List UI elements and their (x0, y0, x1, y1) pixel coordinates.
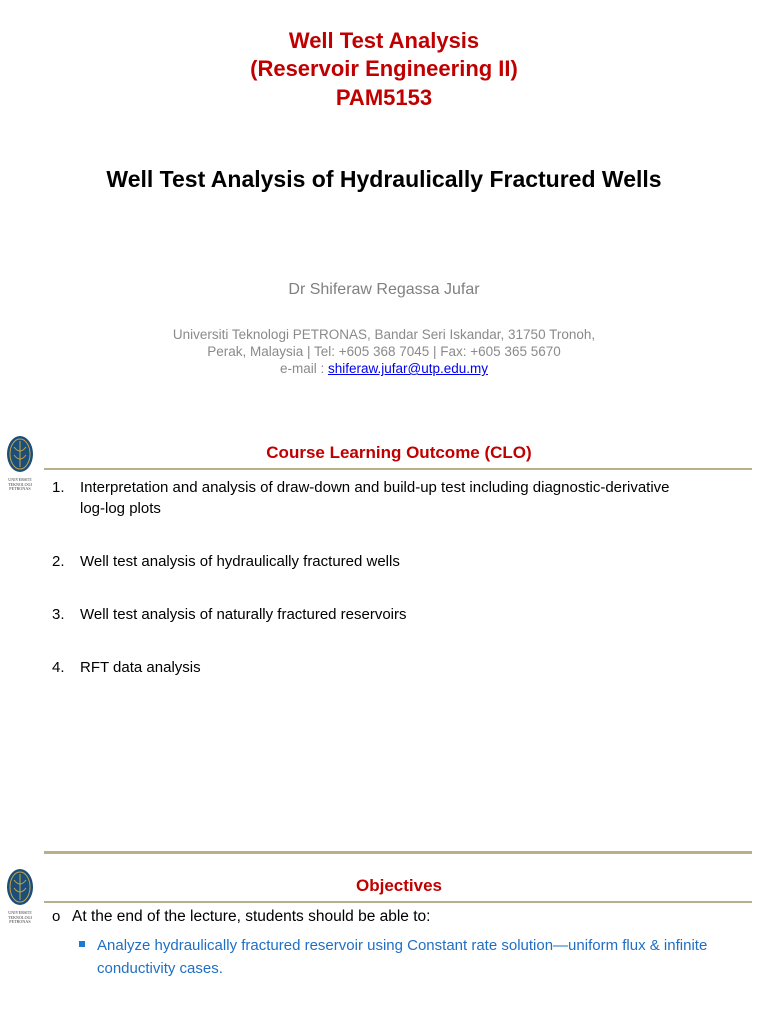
objective-point: Analyze hydraulically fractured reservoir using Constant rate solution—uniform flux & infinite conductivity cases. (97, 937, 708, 977)
objectives-heading: Objectives (356, 876, 442, 895)
logo-text-1: UNIVERSITI (8, 910, 32, 915)
course-subtitle: (Reservoir Engineering II) (250, 56, 518, 81)
logo-text-2: TEKNOLOGI (7, 914, 32, 920)
logo-text-3: PETRONAS (9, 919, 31, 924)
circle-bullet-icon: o (52, 908, 61, 925)
clo-item-text: Well test analysis of hydraulically fractured wells (80, 553, 400, 570)
clo-item-number: 2. (52, 553, 65, 570)
logo-text-1: UNIVERSITI (8, 477, 32, 482)
clo-item-text: Interpretation and analysis of draw-down and build-up test including diagnostic-derivative log-log plots (80, 479, 670, 517)
title-slide (0, 0, 768, 400)
objectives-intro: At the end of the lecture, students should be able to: (72, 908, 431, 925)
objectives-heading-rule (44, 901, 752, 903)
clo-item-text: RFT data analysis (80, 659, 201, 676)
lecture-title: Well Test Analysis of Hydraulically Fractured Wells (106, 166, 662, 192)
author-name: Dr Shiferaw Regassa Jufar (288, 281, 480, 298)
address-line-2: Perak, Malaysia | Tel: +605 368 7045 | Fax: +605 365 5670 (207, 344, 561, 359)
clo-item-number: 3. (52, 606, 65, 623)
email-label: e-mail : (279, 361, 328, 376)
clo-heading-rule (44, 468, 752, 470)
clo-item-number: 1. (52, 479, 65, 496)
email-link[interactable]: shiferaw.jufar@utp.edu.my (327, 361, 489, 376)
logo-text-2: TEKNOLOGI (7, 481, 32, 487)
clo-item-text: Well test analysis of naturally fractured reservoirs (80, 606, 407, 623)
course-title: Well Test Analysis (288, 28, 480, 53)
slide-divider (44, 851, 752, 854)
email-line (0, 360, 768, 377)
square-bullet-icon (79, 941, 85, 947)
logo-text-3: PETRONAS (9, 486, 31, 491)
course-code: PAM5153 (335, 85, 433, 110)
clo-item-number: 4. (52, 659, 65, 676)
clo-heading: Course Learning Outcome (CLO) (266, 443, 532, 462)
address-line-1: Universiti Teknologi PETRONAS, Bandar Seri Iskandar, 31750 Tronoh, (172, 327, 596, 342)
